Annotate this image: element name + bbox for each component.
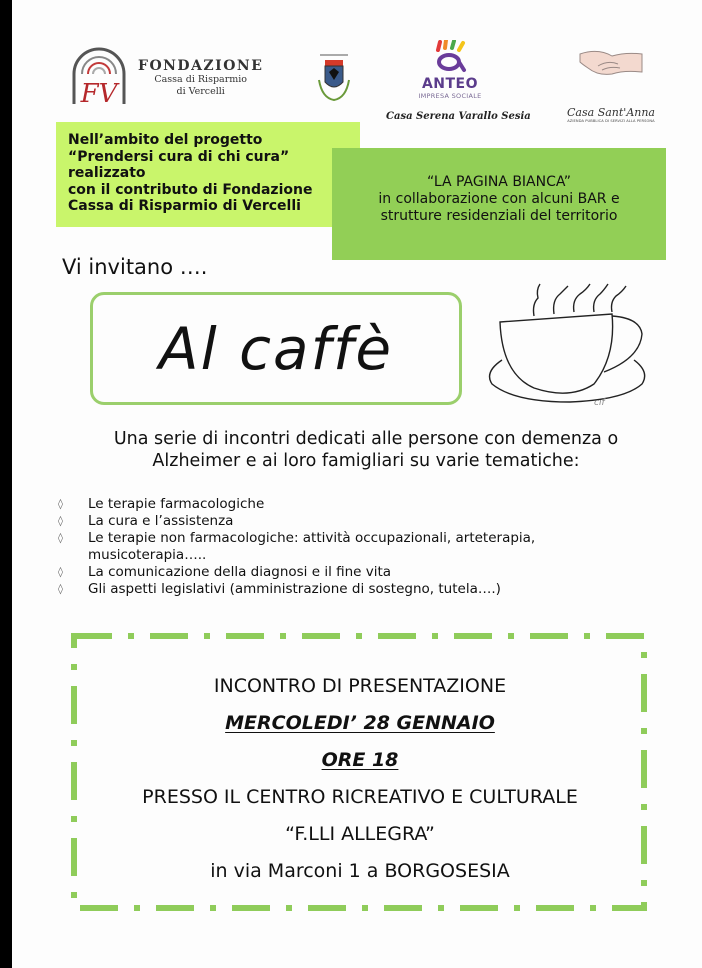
list-item: ◊ Le terapie farmacologiche xyxy=(58,496,265,512)
event-address: in via Marconi 1 a BORGOSESIA xyxy=(210,860,510,882)
event-date: MERCOLEDI’ 28 GENNAIO xyxy=(225,712,495,734)
list-item-continuation: musicoterapia….. xyxy=(88,547,207,563)
event-heading: INCONTRO DI PRESENTAZIONE xyxy=(213,675,507,697)
diamond-bullet-icon: ◊ xyxy=(58,516,63,527)
list-item: ◊ La cura e l’assistenza xyxy=(58,513,234,529)
list-item: ◊ La comunicazione della diagnosi e il fine vita xyxy=(58,564,392,580)
casa-santanna-logo: Casa Sant'Anna AZIENDA PUBBLICA DI SERVIZI ALLA PERSONA xyxy=(567,106,655,123)
fondazione-name: FONDAZIONE Cassa di Risparmio di Vercelli xyxy=(138,58,264,97)
coat-of-arms-icon xyxy=(314,50,354,106)
topics-list xyxy=(58,496,678,598)
event-time: ORE 18 xyxy=(321,749,399,771)
casa-serena-caption: Casa Serena Varallo Sesia xyxy=(386,111,531,122)
diamond-bullet-icon: ◊ xyxy=(58,533,63,544)
invite-lead: Vi invitano …. xyxy=(62,255,208,279)
artist-signature: cif xyxy=(594,398,605,408)
coffee-cup-icon xyxy=(474,276,664,426)
anteo-hand-icon xyxy=(430,40,470,74)
event-title: Al caffè xyxy=(158,314,394,383)
flyer-page xyxy=(12,0,702,968)
event-title-box xyxy=(90,292,462,405)
intro-text: Una serie di incontri dedicati alle persone con demenza o Alzheimer e ai loro famigliari su varie tematiche: xyxy=(113,429,619,471)
event-details xyxy=(82,668,638,890)
event-venue: “F.LLI ALLEGRA” xyxy=(285,823,435,845)
fondazione-logo-icon xyxy=(68,44,130,106)
event-place: PRESSO IL CENTRO RICREATIVO E CULTURALE xyxy=(142,786,578,808)
anteo-logo: ANTEO IMPRESA SOCIALE xyxy=(415,40,485,100)
partner-info-box: “LA PAGINA BIANCA” in collaborazione con alcuni BAR e strutture residenziali del territorio xyxy=(332,148,666,260)
diamond-bullet-icon: ◊ xyxy=(58,567,63,578)
project-info-box: Nell’ambito del progetto “Prendersi cura di chi cura” realizzato con il contributo di Fondazione Cassa di Risparmio di Vercelli xyxy=(56,122,360,227)
svg-text:FV: FV xyxy=(80,79,118,106)
list-item: ◊ Gli aspetti legislativi (amministrazione di sostegno, tutela….) xyxy=(58,581,501,597)
handshake-icon xyxy=(578,44,644,80)
diamond-bullet-icon: ◊ xyxy=(58,499,63,510)
list-item: ◊ Le terapie non farmacologiche: attività occupazionali, arteterapia, xyxy=(58,530,536,546)
diamond-bullet-icon: ◊ xyxy=(58,584,63,595)
